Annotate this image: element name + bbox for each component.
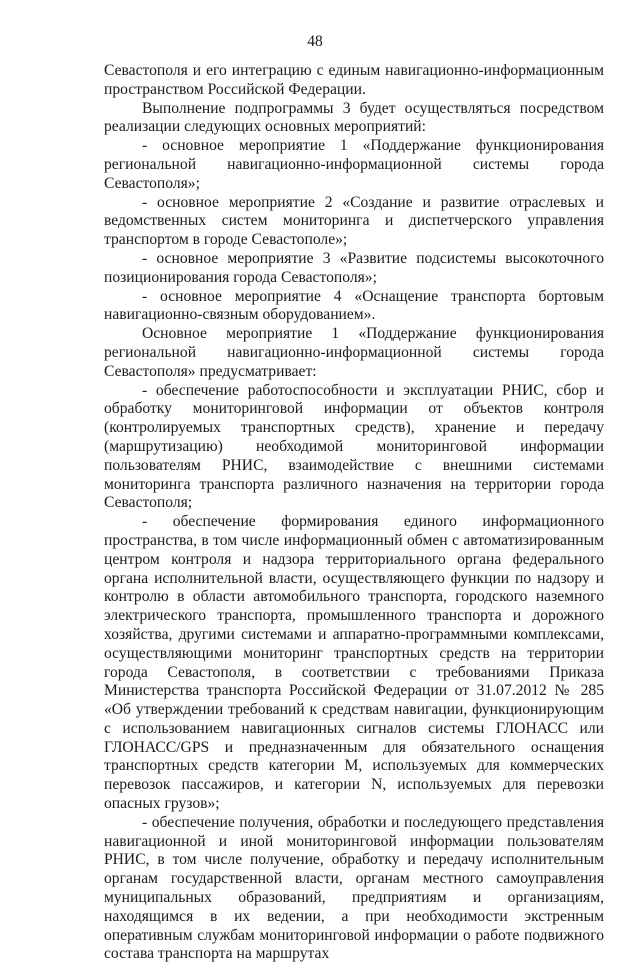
page-number: 48 — [307, 33, 323, 50]
paragraph-subprogram-intro: Выполнение подпрограммы 3 будет осуществляться посредством реализации следующих основных мероприятий: — [104, 99, 604, 136]
list-item-measure-1: - основное мероприятие 1 «Поддержание функционирования региональной навигационно-информационной системы города Севастополя»; — [104, 137, 604, 192]
list-item-measure-4: - основное мероприятие 4 «Оснащение транспорта бортовым навигационно-связным оборудованием». — [104, 287, 604, 324]
list-item-information-delivery: - обеспечение получения, обработки и последующего представления навигационной и иной мониторинговой информации пользователям РНИС, в том числе получение, обработку и передачу исполнительным органам государственной власти, органам местного самоуправления муниципальных образований, предприятиям и организациям, находящимся в их ведении, а при необходимости экстренным оперативным службам мониторинговой информации о работе подвижного состава транспорта на маршрутах — [104, 813, 604, 963]
document-body — [104, 62, 604, 964]
list-item-information-space: - обеспечение формирования единого информационного пространства, в том числе информационный обмен с автоматизированным центром контроля и надзора территориального органа федерального органа исполнительной власти, осуществляющего функции по надзору и контролю в области автомобильного транспорта, городского наземного электрического транспорта, промышленного транспорта и дорожного хозяйства, другими системами и аппаратно-программными комплексами, осуществляющими мониторинг транспортных средств на территории города Севастополя, в соответствии с требованиями Приказа Министерства транспорта Российской Федерации от 31.07.2012 № 285 «Об утверждении требований к средствам навигации, функционирующим с использованием навигационных сигналов системы ГЛОНАСС или ГЛОНАСС/GPS и предназначенным для обязательного оснащения транспортных средств категории М, используемых для коммерческих перевозок пассажиров, и категории N, используемых для перевозки опасных грузов»; — [104, 513, 604, 813]
list-item-measure-2: - основное мероприятие 2 «Создание и развитие отраслевых и ведомственных систем мониторинга и диспетчерского управления транспортом в городе Севастополе»; — [104, 193, 604, 249]
list-item-rnis-operation: - обеспечение работоспособности и эксплуатации РНИС, сбор и обработку мониторинговой информации от объектов контроля (контролируемых транспортных средств), хранение и передачу (маршрутизацию) необходимой мониторинговой информации пользователям РНИС, взаимодействие с внешними системами мониторинга транспорта различного назначения на территории города Севастополя; — [104, 381, 604, 512]
list-item-measure-3: - основное мероприятие 3 «Развитие подсистемы высокоточного позиционирования города Севастополя»; — [104, 249, 604, 286]
paragraph-measure-1-intro: Основное мероприятие 1 «Поддержание функционирования региональной навигационно-информационной системы города Севастополя» предусматривает: — [104, 325, 604, 380]
paragraph-continuation: Севастополя и его интеграцию с единым навигационно-информационным пространством Российской Федерации. — [104, 62, 604, 98]
